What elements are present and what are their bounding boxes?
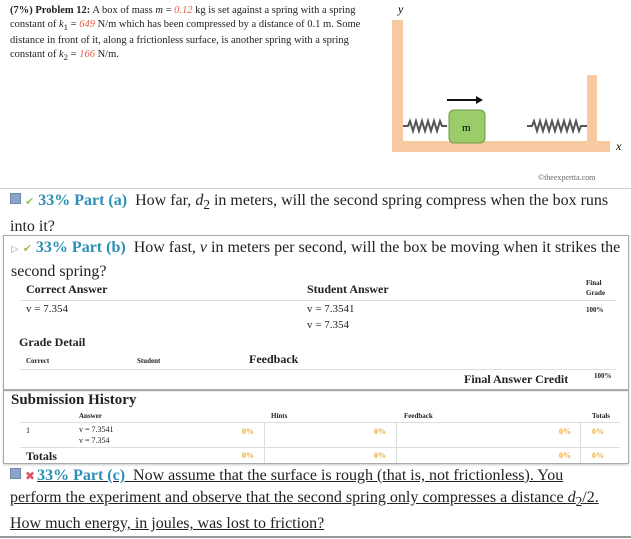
part-percent: 33%: [38, 192, 71, 209]
left-wall: [392, 20, 403, 152]
left-spring: [403, 121, 447, 131]
submission-answer: v = 7.3541: [79, 425, 114, 434]
final-grade-header: Final Grade: [586, 279, 606, 297]
part-c[interactable]: [10, 465, 615, 535]
k2-value: 166: [79, 49, 95, 61]
totals-pct: 0%: [592, 427, 604, 436]
y-axis-label: y: [398, 2, 404, 16]
divider: [0, 536, 631, 538]
submission-number: 1: [26, 426, 30, 435]
divider: [0, 188, 631, 189]
feedback-header: Feedback: [404, 412, 433, 420]
right-spring: [527, 121, 587, 131]
submission-history-title: Submission History: [11, 392, 137, 408]
text: =: [162, 5, 175, 16]
x-mark-icon: ✖: [25, 469, 36, 483]
hints-header: Hints: [271, 412, 288, 420]
k1-value: 649: [79, 19, 95, 30]
question-text: Now assume that the surface is rough (that is, not frictionless). You perform the experiment and observe that the second spring only compresses a distance: [10, 467, 568, 506]
mass-label: m: [462, 122, 471, 134]
divider: [20, 422, 620, 423]
problem-statement: (7%) Problem 12: A box of mass m = 0.12 kg is set against a spring with a spring constant of $k_1 = 649$ N/m which has been compressed by a distance of 0.1 m. Some distance in front of it, along a frictionless surface, is another spring with a spring constant of $k_2 = 166$ N/m.: [10, 5, 361, 63]
sub: 2: [63, 52, 69, 63]
submission-answer: v = 7.354: [79, 436, 110, 445]
final-answer-credit-label: Final Answer Credit: [464, 372, 569, 386]
part-b-panel: [3, 235, 629, 390]
question-text: in meters, will the second spring compress when the box runs into it?: [10, 192, 609, 236]
hints-pct: 0%: [374, 427, 386, 436]
var: d: [195, 192, 204, 209]
question-text: How fast,: [133, 239, 200, 256]
divider: [396, 423, 397, 463]
correct-answer: v = 7.354: [26, 303, 68, 315]
right-wall: [587, 75, 597, 145]
part-b[interactable]: [11, 237, 621, 283]
totals-label: Totals: [26, 449, 57, 463]
total-answer-pct: 0%: [242, 451, 254, 460]
var: v: [199, 239, 208, 256]
submission-history-panel: [3, 390, 629, 464]
watermark: ©theexpertta.com: [538, 173, 596, 182]
sub: 1: [63, 22, 69, 33]
final-grade: 100%: [586, 306, 604, 314]
var: k: [59, 49, 64, 61]
text: N/m.: [94, 49, 119, 61]
problem-weight: (7%): [10, 5, 33, 16]
x-axis-label: x: [616, 139, 622, 153]
part-label: Part (c): [73, 467, 126, 484]
var: m: [155, 5, 163, 16]
gd-correct-header: Correct: [26, 357, 50, 365]
arrow-head: [476, 96, 483, 104]
divider: [264, 423, 265, 463]
grade-detail-header: Grade Detail: [19, 335, 86, 349]
final-answer-credit: 100%: [594, 372, 612, 380]
gd-student-header: Student: [137, 357, 161, 365]
spring-diagram: [380, 0, 631, 185]
part-a[interactable]: [10, 190, 610, 238]
part-label: Part (b): [71, 239, 126, 256]
total-hints-pct: 0%: [374, 451, 386, 460]
divider: [580, 423, 581, 463]
question-text: /2. How much energy, in joules, was lost to friction?: [10, 489, 599, 533]
var: d: [567, 489, 576, 506]
total-totals-pct: 0%: [592, 451, 604, 460]
expand-icon[interactable]: ▷: [11, 244, 19, 255]
answer-pct: 0%: [242, 427, 254, 436]
student-answer: v = 7.354: [307, 319, 349, 331]
total-feedback-pct: 0%: [559, 451, 571, 460]
part-label: Part (a): [74, 192, 128, 209]
divider: [20, 447, 620, 448]
student-answer: v = 7.3541: [307, 303, 355, 315]
answer-header: Answer: [79, 412, 102, 420]
text: kg is set against a spring with a spring constant of: [10, 5, 356, 30]
check-icon: ✔: [25, 196, 35, 208]
question-text: How far,: [135, 192, 196, 209]
part-percent: 33%: [37, 467, 70, 484]
part-percent: 33%: [35, 239, 68, 256]
gd-feedback-header: Feedback: [249, 352, 299, 366]
totals-header: Totals: [592, 412, 611, 420]
collapse-icon[interactable]: [10, 193, 21, 204]
correct-answer-header: Correct Answer: [26, 282, 108, 296]
feedback-pct: 0%: [559, 427, 571, 436]
floor: [392, 141, 610, 152]
sub: 2: [575, 494, 583, 510]
student-answer-header: Student Answer: [307, 282, 389, 296]
var: k: [59, 19, 64, 30]
divider: [20, 369, 616, 370]
mass-value: 0.12: [174, 5, 193, 16]
text: N/m which has been compressed by a distance of 0.1 m. Some distance in front of it, along a frictionless surface, is another spring with a spring constant of: [10, 19, 361, 61]
text: A box of mass: [90, 5, 156, 16]
question-text: in meters per second, will the box be moving when it strikes the second spring?: [11, 239, 621, 280]
collapse-icon[interactable]: [10, 468, 21, 479]
sub: 2: [203, 197, 210, 213]
divider: [20, 300, 616, 301]
problem-label: Problem 12:: [35, 5, 91, 16]
check-icon: ✔: [22, 243, 32, 255]
